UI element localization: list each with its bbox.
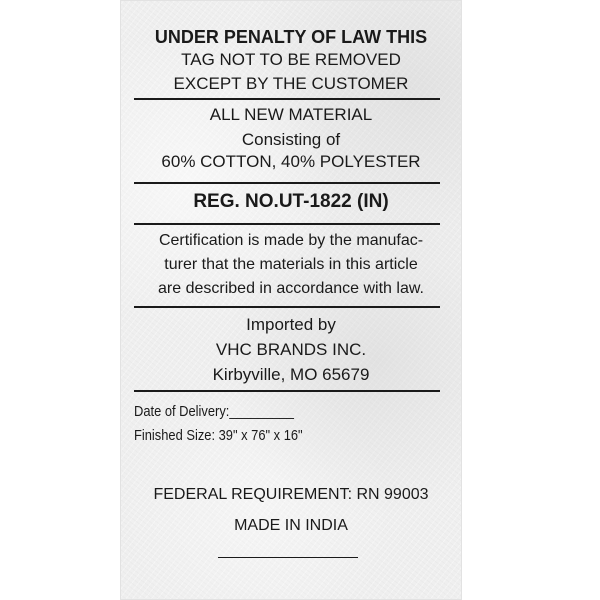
importer-line-1: Imported by xyxy=(246,315,336,334)
country-of-origin: MADE IN INDIA xyxy=(234,517,348,534)
warning-line-1: UNDER PENALTY OF LAW THIS xyxy=(154,27,428,47)
divider xyxy=(134,390,440,392)
finished-size: Finished Size: 39" x 76" x 16" xyxy=(134,427,303,444)
importer-company: VHC BRANDS INC. xyxy=(215,340,367,359)
certification-line-3: are described in accordance with law. xyxy=(158,280,424,297)
warning-line-2: TAG NOT TO BE REMOVED xyxy=(181,50,401,69)
divider xyxy=(134,98,440,100)
certification-line-1: Certification is made by the manufac- xyxy=(158,232,424,249)
signature-line xyxy=(218,557,358,558)
date-of-delivery: Date of Delivery:_________ xyxy=(134,403,294,420)
divider xyxy=(134,306,440,308)
importer-address: Kirbyville, MO 65679 xyxy=(212,365,370,384)
material-line-3: 60% COTTON, 40% POLYESTER xyxy=(161,152,421,171)
certification-line-2: turer that the materials in this article xyxy=(164,256,418,273)
warning-line-3: EXCEPT BY THE CUSTOMER xyxy=(173,74,409,93)
law-tag xyxy=(120,0,462,600)
divider xyxy=(134,182,440,184)
federal-requirement: FEDERAL REQUIREMENT: RN 99003 xyxy=(153,486,429,503)
material-line-1: ALL NEW MATERIAL xyxy=(209,105,373,124)
registration-number: REG. NO.UT-1822 (IN) xyxy=(193,191,389,212)
divider xyxy=(134,223,440,225)
material-line-2: Consisting of xyxy=(241,130,341,149)
